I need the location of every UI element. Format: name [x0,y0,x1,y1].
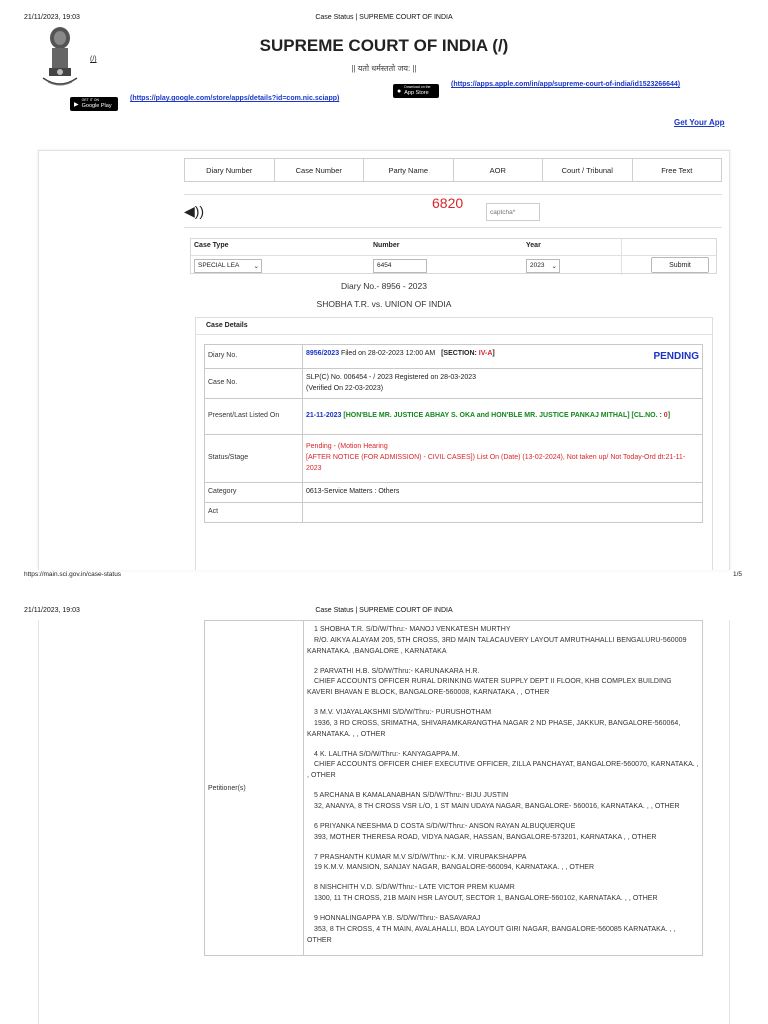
google-play-badge-label: Google Play [81,102,112,109]
petitioner-item [307,914,699,947]
petitioner-name: 5 ARCHANA B KAMALANABHAN S/D/W/Thru:- BIJU JUSTIN [314,792,509,800]
year-select[interactable] [526,259,560,273]
petitioner-item [307,625,699,658]
app-store-badge-label: App Store [404,89,429,96]
app-store-badge-small: Download on the [404,85,431,90]
case-number-input[interactable]: 6454 [373,259,427,273]
google-play-link[interactable]: (https://play.google.com/store/apps/details?id=com.nic.sciapp) [130,95,340,102]
print-doc-title: Case Status | SUPREME COURT OF INDIA [315,14,453,21]
table-row [205,503,703,523]
petitioner-address: 1300, 11 TH CROSS, 21B MAIN HSR LAYOUT, SECTOR 1, BANGALORE-560102, KARNATAKA. , , OTHER [314,895,658,903]
petitioner-address: 393, MOTHER THERESA ROAD, VIDYA NAGAR, HASSAN, BANGALORE-573201, KARNATAKA , , OTHER [314,833,657,841]
form-column-divider [621,239,622,275]
category-value: 0613-Service Matters : Others [303,483,703,503]
section-suffix: ] [492,349,495,357]
petitioner-name: 6 PRIYANKA NEESHMA D COSTA S/D/W/Thru:- ANSON RAYAN ALBUQUERQUE [314,822,576,830]
submit-button[interactable]: Submit [651,257,709,273]
google-play-badge[interactable] [70,97,118,111]
status-line1: Pending - (Motion Hearing [306,443,388,451]
case-type-label: Case Type [194,242,229,249]
petitioner-address: 1936, 3 RD CROSS, SRIMATHA, SHIVARAMKARANGTHA NAGAR 2 ND PHASE, JAKKUR, BANGALORE-560064, KARNATAKA. , , OTHER [307,719,681,738]
petitioner-item [307,791,699,813]
listed-label: Present/Last Listed On [205,399,303,435]
play-triangle-icon: ▶ [74,101,79,108]
tab-court-tribunal[interactable]: Court / Tribunal [543,159,633,181]
print-datetime: 21/11/2023, 19:03 [24,14,80,21]
listed-date: 21-11-2023 [306,412,342,420]
petitioner-name: 9 HONNALINGAPPA Y.B. S/D/W/Thru:- BASAVARAJ [314,914,481,922]
diary-number: 8956/2023 [306,349,340,357]
print-footer-url: https://main.sci.gov.in/case-status [24,571,122,578]
captcha-input[interactable] [486,203,540,221]
site-motto: || यतो धर्मस्ततो जय: || [351,64,417,73]
app-store-badge[interactable] [393,84,439,98]
captcha-image-text: 6820 [432,195,464,211]
case-search-form [190,238,717,274]
emblem-home-link[interactable]: (/) [90,56,97,63]
listed-close: ] [667,412,671,420]
act-label: Act [205,503,303,523]
parties-summary: SHOBHA T.R. vs. UNION OF INDIA [316,299,452,309]
petitioner-name: 8 NISHCHITH V.D. S/D/W/Thru:- LATE VICTOR PREM KUAMR [314,884,515,892]
case-no-value [303,369,703,399]
petitioner-item [307,750,699,783]
petitioner-name: 2 PARVATHI H.B. S/D/W/Thru:- KARUNAKARA H.R. [314,667,480,675]
print-doc-title-page2: Case Status | SUPREME COURT OF INDIA [315,607,453,614]
petitioners-list [304,621,703,956]
petitioner-name: 1 SHOBHA T.R. S/D/W/Thru:- MANOJ VENKATESH MURTHY [314,626,511,633]
case-no-line1: SLP(C) No. 006454 - / 2023 Registered on 28-03-2023 [306,373,477,381]
tab-aor[interactable]: AOR [454,159,544,181]
listed-bench: [HON'BLE MR. JUSTICE ABHAY S. OKA and HON'BLE MR. JUSTICE PANKAJ MITHAL] [CL.NO. : [341,412,664,420]
diary-no-value [303,345,703,369]
site-title: SUPREME COURT OF INDIA (/) [259,36,509,55]
diary-no-label: Diary No. [205,345,303,369]
emblem-icon [40,24,80,94]
case-no-line2: (Verified On 22-03-2023) [306,384,384,392]
petitioners-table [204,620,703,956]
petitioner-name: 7 PRASHANTH KUMAR M.V S/D/W/Thru:- K.M. VIRUPAKSHAPPA [314,853,527,861]
case-no-label: Case No. [205,369,303,399]
petitioner-address: R/O. AIKYA ALAYAM 205, 5TH CROSS, 3RD MAIN TALACAUVERY LAYOUT AMRUTHAHALLI BENGALURU-560009 KARNATAKA. ,BANGALORE , KARNATAKA [307,636,687,655]
app-store-link[interactable]: (https://apps.apple.com/in/app/supreme-court-of-india/id1523266644) [451,81,681,88]
year-label: Year [526,242,541,249]
status-line2: [AFTER NOTICE (FOR ADMISSION) - CIVIL CASES]) List On (Date) (13-02-2024), Not taken up/ Not Today-Ord dt:21-11-2023 [306,454,686,472]
table-row [205,621,703,956]
table-row [205,483,703,503]
captcha-row [184,194,722,228]
tab-case-number[interactable]: Case Number [275,159,365,181]
act-value [303,503,703,523]
case-details-title: Case Details [206,322,248,329]
status-value [303,435,703,483]
chevron-down-icon: ⌄ [551,263,557,270]
petitioner-item [307,822,699,844]
table-row [205,369,703,399]
number-label: Number [373,242,400,249]
petitioner-item [307,708,699,741]
print-datetime-page2: 21/11/2023, 19:03 [24,607,80,614]
status-label: Status/Stage [205,435,303,483]
case-type-select[interactable] [194,259,262,273]
petitioner-address: 353, 8 TH CROSS, 4 TH MAIN, AVALAHALLI, BDA LAYOUT GIRI NAGAR, BANGALORE-560085 KARNATAKA. , , OTHER [307,925,676,944]
print-page-number: 1/5 [732,571,742,578]
petitioner-name: 4 K. LALITHA S/D/W/Thru:- KANYAGAPPA.M. [314,750,460,758]
petitioner-address: 19 K.M.V. MANSION, SANJAY NAGAR, BANGALORE-560094, KARNATAKA. , , OTHER [314,864,595,872]
case-type-value: SPECIAL LEA [198,262,240,269]
diary-summary: Diary No.- 8956 - 2023 [341,281,427,291]
petitioners-label: Petitioner(s) [205,621,304,956]
table-row [205,399,703,435]
petitioner-item [307,883,699,905]
year-value: 2023 [530,262,545,269]
section-value: IV-A [478,349,493,357]
petitioner-address: CHIEF ACCOUNTS OFFICER RURAL DRINKING WATER SUPPLY DEPT II FLOOR, KHB COMPLEX BUILDING KAVERI BHAVAN E BLOCK, BANGALORE-560008, KARNATAKA , , OTHER [307,678,672,697]
audio-captcha-speaker-icon[interactable]: ◀)) [184,203,205,219]
form-divider [191,255,716,256]
case-details-divider [196,334,712,335]
get-your-app-link[interactable]: Get Your App [674,118,725,127]
listed-value [303,399,703,435]
petitioner-item [307,667,699,700]
category-label: Category [205,483,303,503]
search-tabs [184,158,722,182]
section-prefix: [SECTION: [441,349,479,357]
petitioner-address: 32, ANANYA, 8 TH CROSS VSR L/O, 1 ST MAIN UDAYA NAGAR, BANGALORE- 560016, KARNATAKA. , , OTHER [314,802,680,810]
table-row [205,345,703,369]
tab-party-name[interactable]: Party Name [364,159,454,181]
tab-free-text[interactable]: Free Text [661,165,693,175]
petitioner-address: CHIEF ACCOUNTS OFFICER CHIEF EXECUTIVE OFFICER, ZILLA PANCHAYAT, BANGALORE-560070, KARNATAKA. , , OTHER [307,761,699,780]
apple-icon: ● [397,87,402,95]
status-badge: PENDING [653,350,699,362]
petitioner-item [307,853,699,875]
petitioner-name: 3 M.V. VIJAYALAKSHMI S/D/W/Thru:- PURUSHOTHAM [314,709,492,717]
chevron-down-icon: ⌄ [253,263,259,270]
listed-cl-no: 0 [663,412,668,420]
google-play-badge-small: GET IT ON [81,98,99,103]
case-details-table [204,344,703,523]
table-row [205,435,703,483]
diary-filed-on: Filed on 28-02-2023 12:00 AM [339,349,436,357]
emblem-logo[interactable] [40,24,80,94]
tab-diary-number[interactable]: Diary Number [185,159,275,181]
